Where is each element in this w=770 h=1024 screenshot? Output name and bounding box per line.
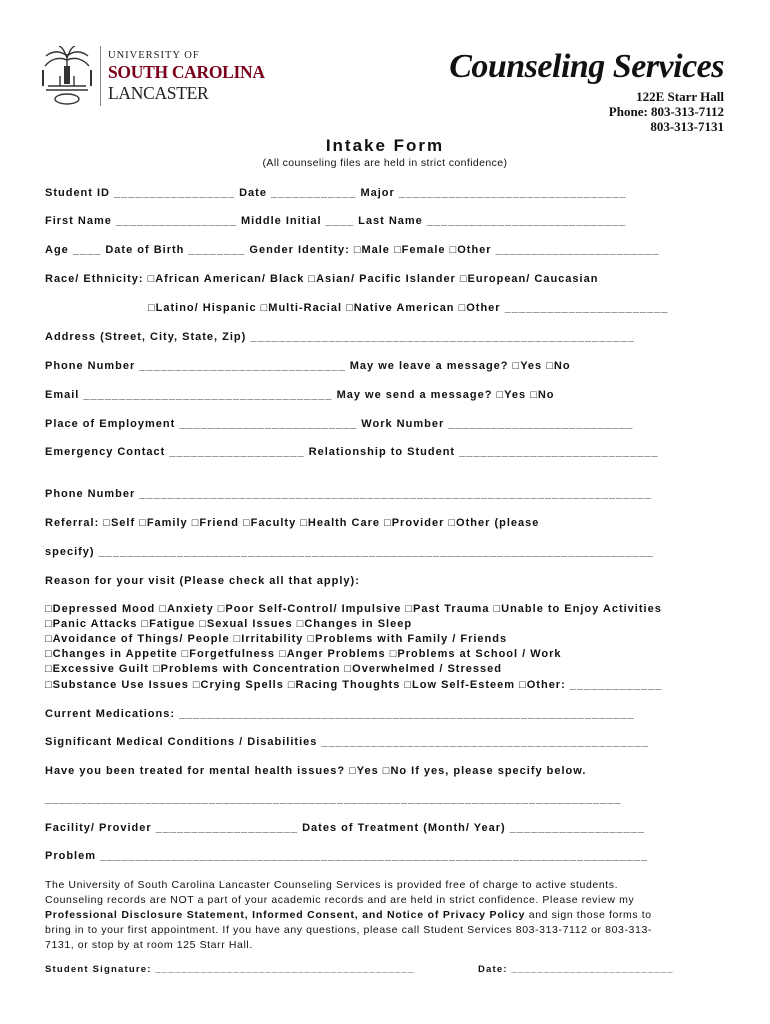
notice-paragraph bbox=[45, 878, 725, 953]
row-address[interactable]: Address (Street, City, State, Zip) ______________________________________________________ bbox=[45, 331, 635, 343]
reason-line-1[interactable]: □Depressed Mood □Anxiety □Poor Self-Control/ Impulsive □Past Trauma □Unable to Enjoy Activities bbox=[45, 603, 662, 615]
reason-line-2[interactable]: □Panic Attacks □Fatigue □Sexual Issues □Changes in Sleep bbox=[45, 618, 413, 630]
form-title: Intake Form bbox=[325, 136, 445, 155]
row-facility[interactable]: Facility/ Provider ____________________ Dates of Treatment (Month/ Year) ___________________ bbox=[45, 822, 645, 834]
row-emergency-phone[interactable]: Phone Number ________________________________________________________________________ bbox=[45, 488, 652, 500]
notice-line-2: Counseling records are NOT a part of your academic records and are held in strict confidence. Please review my bbox=[45, 894, 635, 906]
reason-heading: Reason for your visit (Please check all that apply): bbox=[45, 575, 360, 587]
university-logo bbox=[40, 44, 290, 110]
row-emergency-contact[interactable]: Emergency Contact ___________________ Relationship to Student ____________________________ bbox=[45, 446, 659, 458]
row-age-gender[interactable]: Age ____ Date of Birth ________ Gender Identity: □Male □Female □Other _______________________ bbox=[45, 244, 660, 256]
row-medical-conditions[interactable]: Significant Medical Conditions / Disabilities ______________________________________________ bbox=[45, 736, 649, 748]
logo-south-carolina: SOUTH CAROLINA bbox=[108, 62, 265, 82]
signature-date-field[interactable]: Date: _________________________ bbox=[478, 964, 674, 975]
reason-line-6[interactable]: □Substance Use Issues □Crying Spells □Racing Thoughts □Low Self-Esteem □Other: _____________ bbox=[45, 679, 663, 691]
notice-line-1: The University of South Carolina Lancaster Counseling Services is provided free of charge to active students. bbox=[45, 879, 619, 891]
notice-line-4: bring in to your first appointment. If you have any questions, please call Student Services 803-313-7112 or 803-313- bbox=[45, 924, 652, 936]
office-title: Counseling Services bbox=[449, 48, 724, 85]
row-race-2[interactable]: □Latino/ Hispanic □Multi-Racial □Native American □Other _______________________ bbox=[148, 302, 669, 314]
notice-line-5: 7131, or stop by at room 125 Starr Hall. bbox=[45, 939, 253, 951]
reason-line-5[interactable]: □Excessive Guilt □Problems with Concentration □Overwhelmed / Stressed bbox=[45, 663, 502, 675]
office-phone-2: 803-313-7131 bbox=[650, 119, 724, 134]
row-referral-specify[interactable]: specify) ______________________________________________________________________________ bbox=[45, 546, 654, 558]
logo-lancaster: LANCASTER bbox=[108, 83, 209, 103]
logo-divider bbox=[100, 46, 101, 106]
row-employment[interactable]: Place of Employment _________________________ Work Number __________________________ bbox=[45, 418, 634, 430]
notice-line-3: and sign those forms to bbox=[525, 909, 652, 921]
palmetto-seal-icon bbox=[40, 46, 94, 108]
row-phone[interactable]: Phone Number _____________________________ May we leave a message? □Yes □No bbox=[45, 360, 571, 372]
row-race-1[interactable]: Race/ Ethnicity: □African American/ Black □Asian/ Pacific Islander □European/ Caucasian bbox=[45, 273, 599, 285]
reason-line-3[interactable]: □Avoidance of Things/ People □Irritability □Problems with Family / Friends bbox=[45, 633, 508, 645]
row-referral[interactable]: Referral: □Self □Family □Friend □Faculty □Health Care □Provider □Other (please bbox=[45, 517, 540, 529]
student-signature-field[interactable]: Student Signature: ________________________________________ bbox=[45, 964, 415, 975]
row-medications[interactable]: Current Medications: ________________________________________________________________ bbox=[45, 708, 635, 720]
logo-university-of: UNIVERSITY OF bbox=[108, 50, 200, 61]
confidentiality-note: (All counseling files are held in strict confidence) bbox=[262, 157, 508, 169]
row-student-id[interactable]: Student ID _________________ Date ____________ Major ________________________________ bbox=[45, 187, 627, 199]
row-treated-specify[interactable]: _________________________________________________________________________________ bbox=[45, 793, 622, 805]
notice-bold-policy: Professional Disclosure Statement, Informed Consent, and Notice of Privacy Policy bbox=[45, 909, 526, 921]
office-phone-1: Phone: 803-313-7112 bbox=[608, 104, 724, 119]
row-name[interactable]: First Name _________________ Middle Initial ____ Last Name ____________________________ bbox=[45, 215, 627, 227]
office-address: 122E Starr Hall bbox=[636, 89, 724, 104]
row-email[interactable]: Email ___________________________________ May we send a message? □Yes □No bbox=[45, 389, 555, 401]
reason-line-4[interactable]: □Changes in Appetite □Forgetfulness □Anger Problems □Problems at School / Work bbox=[45, 648, 562, 660]
row-treated[interactable]: Have you been treated for mental health issues? □Yes □No If yes, please specify below. bbox=[45, 765, 587, 777]
row-problem[interactable]: Problem _____________________________________________________________________________ bbox=[45, 850, 649, 862]
